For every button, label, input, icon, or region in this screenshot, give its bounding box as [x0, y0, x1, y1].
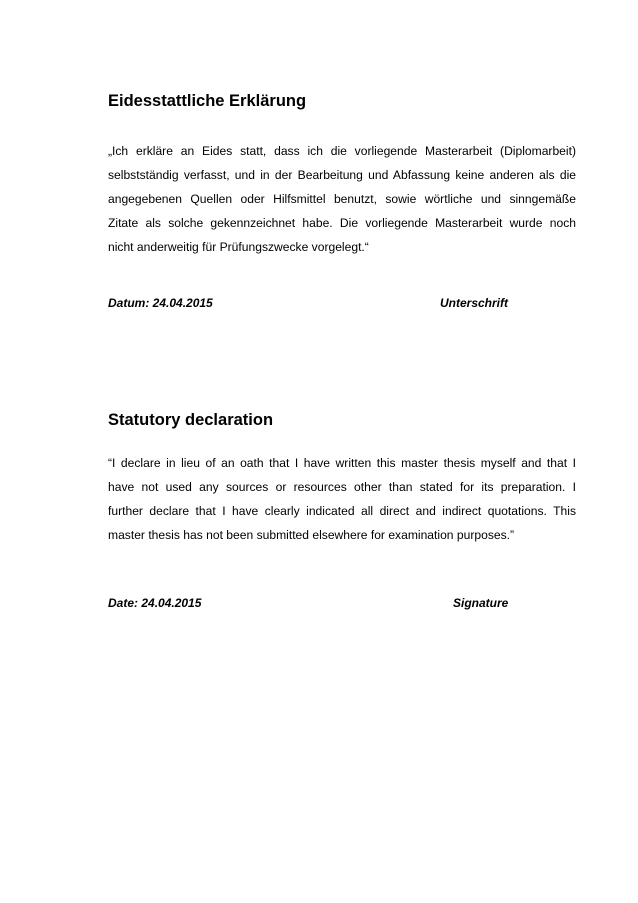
english-text-line: master thesis has not been submitted elsewhere for examination purposes.”	[108, 527, 515, 542]
german-text-line: „Ich erkläre an Eides statt, dass ich die vorliegende Masterarbeit (Diplomarbeit)	[108, 144, 576, 158]
german-text-line: nicht anderweitig für Prüfungszwecke vorgelegt.“	[108, 239, 369, 254]
german-declaration-text	[108, 140, 576, 260]
english-signature-label: Signature	[453, 596, 509, 610]
german-text-line: selbstständig verfasst, und in der Bearbeitung und Abfassung keine anderen als die	[108, 167, 576, 182]
german-heading: Eidesstattliche Erklärung	[108, 92, 307, 110]
english-text-line: further declare that I have clearly indicated all direct and indirect quotations. This	[108, 503, 576, 518]
english-declaration-text	[108, 452, 576, 548]
english-text-line: “I declare in lieu of an oath that I have written this master thesis myself and that I	[108, 456, 576, 470]
english-text-line: have not used any sources or resources other than stated for its preparation. I	[108, 479, 576, 494]
german-text-line: Zitate als solche gekennzeichnet habe. Die vorliegende Masterarbeit wurde noch	[108, 215, 576, 230]
german-date-label: Datum: 24.04.2015	[108, 296, 213, 310]
english-date-label: Date: 24.04.2015	[108, 596, 202, 610]
german-signature-label: Unterschrift	[440, 296, 509, 310]
german-text-line: angegebenen Quellen oder Hilfsmittel benutzt, sowie wörtliche und sinngemäße	[108, 191, 576, 206]
english-heading: Statutory declaration	[108, 411, 274, 429]
